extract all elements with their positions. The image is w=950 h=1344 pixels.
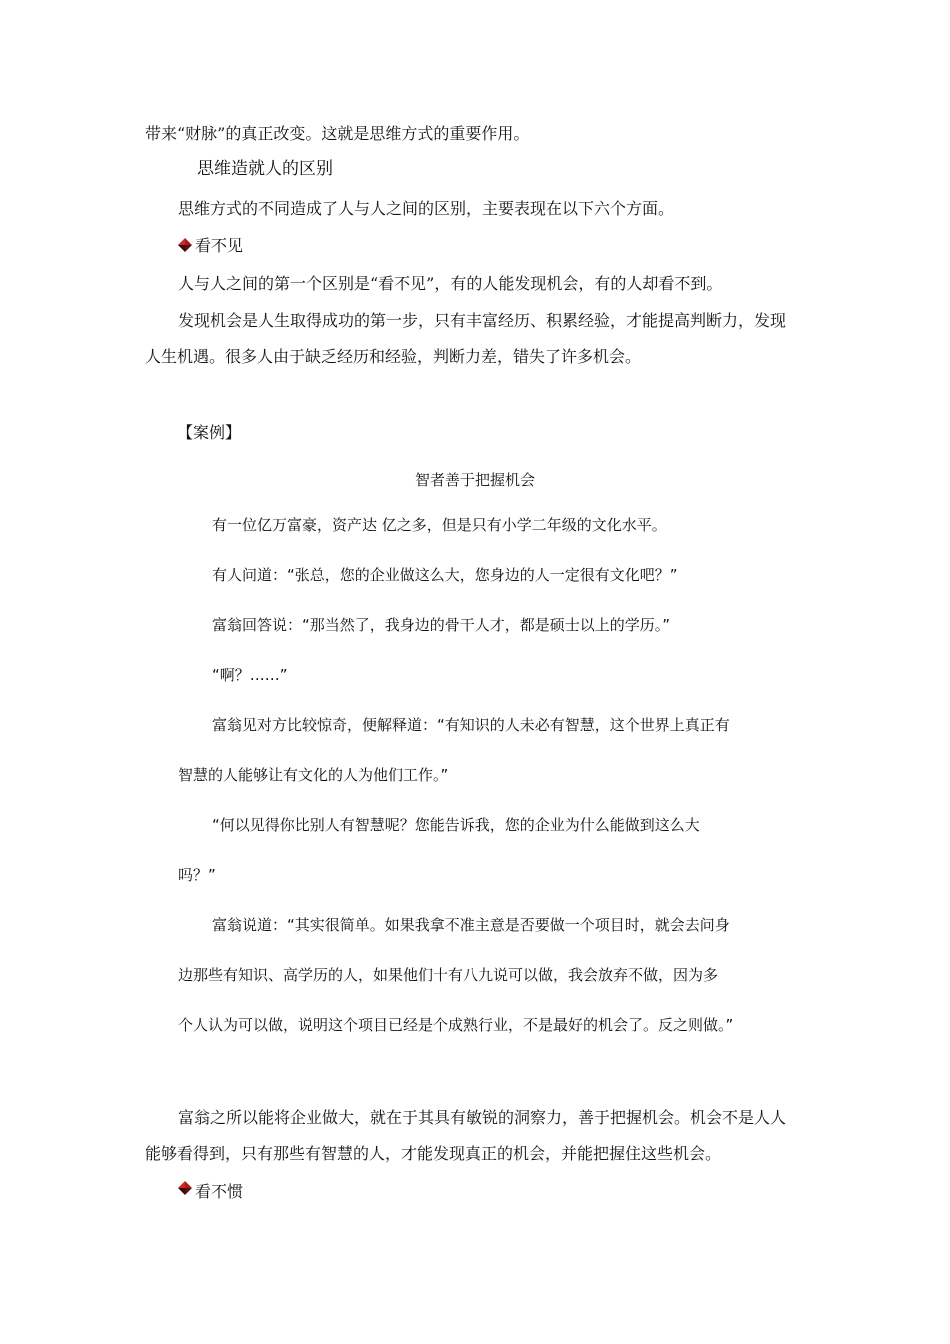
diamond-bullet-icon [177, 237, 193, 253]
paragraph-opportunity-line2: 人生机遇。很多人由于缺乏经历和经验，判断力差，错失了许多机会。 [145, 347, 642, 366]
case-line: 富翁回答说：“那当然了，我身边的骨干人才，都是硕士以上的学历。” [212, 616, 671, 634]
case-line: 吗？” [178, 866, 216, 884]
case-line: 边那些有知识、高学历的人，如果他们十有八九说可以做，我会放弃不做，因为多 [178, 966, 719, 984]
case-line: 智慧的人能够让有文化的人为他们工作。” [178, 766, 449, 784]
case-line: 有一位亿万富豪，资产达 亿之多，但是只有小学二年级的文化水平。 [212, 516, 667, 534]
case-line: “啊？……” [212, 666, 288, 684]
case-title: 智者善于把握机会 [414, 471, 535, 489]
case-line: 个人认为可以做，说明这个项目已经是个成熟行业，不是最好的机会了。反之则做。” [178, 1016, 734, 1034]
paragraph-summary-line1: 富翁之所以能将企业做大，就在于其具有敏锐的洞察力，善于把握机会。机会不是人人 [178, 1108, 787, 1127]
paragraph-differences: 思维方式的不同造成了人与人之间的区别，主要表现在以下六个方面。 [178, 199, 675, 218]
paragraph-opportunity-line1: 发现机会是人生取得成功的第一步，只有丰富经历、积累经验，才能提高判断力，发现 [178, 311, 787, 330]
case-line: 富翁说道：“其实很简单。如果我拿不准主意是否要做一个项目时，就会去问身 [212, 916, 730, 934]
case-line: 有人问道：“张总，您的企业做这么大，您身边的人一定很有文化吧？” [212, 566, 678, 584]
bullet-label-cannot-stand: 看不惯 [195, 1182, 244, 1201]
section-heading: 思维造就人的区别 [197, 159, 333, 179]
paragraph-intro-end: 带来“财脉”的真正改变。这就是思维方式的重要作用。 [145, 124, 530, 143]
bullet-label-invisible: 看不见 [195, 236, 244, 255]
case-line: “何以见得你比别人有智慧呢？您能告诉我，您的企业为什么能做到这么大 [212, 816, 700, 834]
paragraph-first-difference: 人与人之间的第一个区别是“看不见”，有的人能发现机会，有的人却看不到。 [178, 274, 723, 293]
diamond-bullet-icon [177, 1180, 193, 1196]
paragraph-summary-line2: 能够看得到，只有那些有智慧的人，才能发现真正的机会，并能把握住这些机会。 [145, 1144, 722, 1163]
case-label: 【案例】 [177, 423, 242, 442]
case-line: 富翁见对方比较惊奇，便解释道：“有知识的人未必有智慧，这个世界上真正有 [212, 716, 730, 734]
